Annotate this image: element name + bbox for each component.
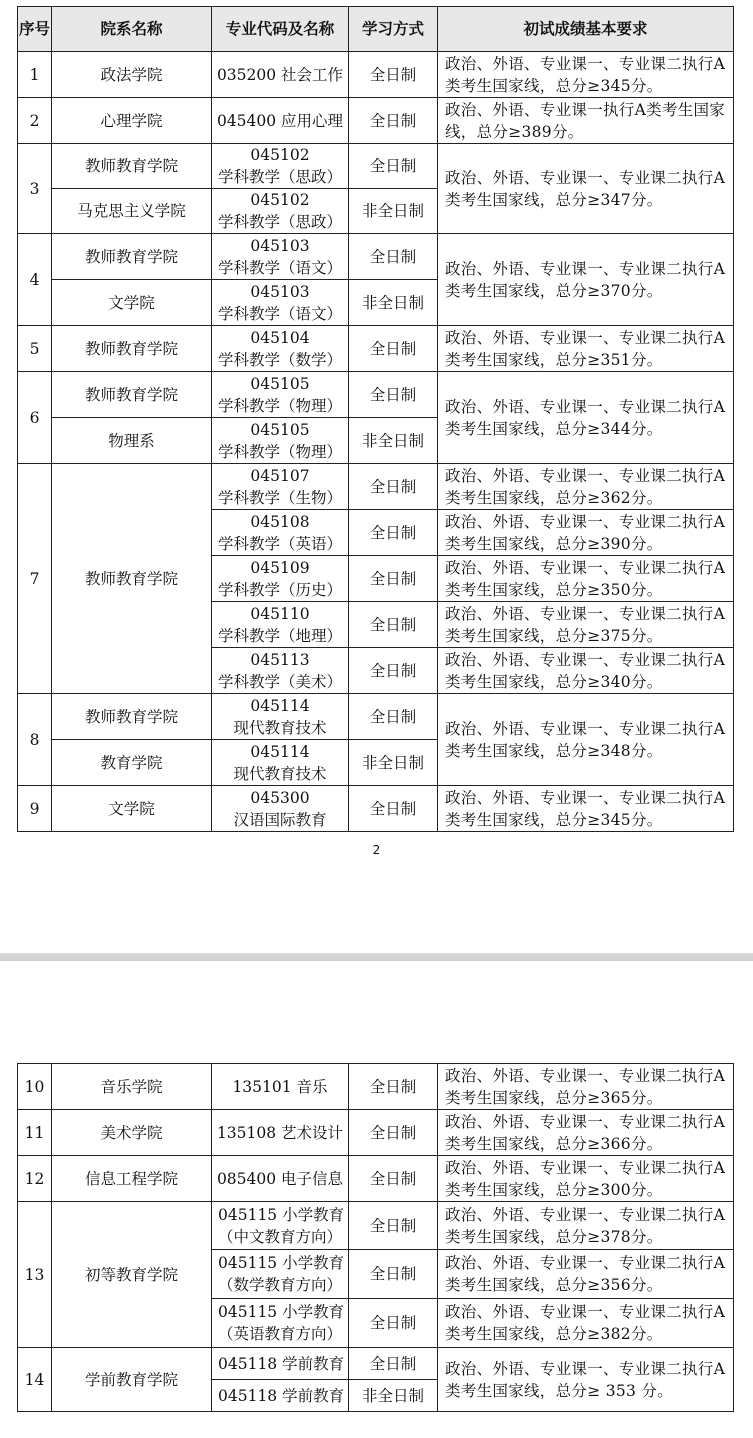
cell-mode: 全日制 [349, 144, 438, 189]
cell-requirement: 政治、外语、专业课一、专业课二执行A类考生国家线，总分≥300分。 [438, 1156, 734, 1202]
cell-requirement: 政治、外语、专业课一、专业课二执行A类考生国家线，总分≥347分。 [438, 144, 734, 234]
cell-college: 教师教育学院 [52, 372, 212, 418]
admission-table-page-1 [17, 6, 734, 832]
cell-college: 政法学院 [52, 52, 212, 98]
cell-college: 教师教育学院 [52, 694, 212, 740]
table-row [18, 98, 734, 144]
cell-major: 045400 应用心理 [212, 98, 349, 144]
cell-major [212, 602, 349, 648]
cell-college: 物理系 [52, 418, 212, 464]
cell-major: 085400 电子信息 [212, 1156, 349, 1202]
cell-college: 教师教育学院 [52, 464, 212, 694]
header-college: 院系名称 [52, 7, 212, 52]
cell-mode: 全日制 [349, 648, 438, 694]
cell-mode: 全日制 [349, 372, 438, 418]
cell-mode: 全日制 [349, 602, 438, 648]
cell-major [212, 464, 349, 510]
cell-college: 美术学院 [52, 1110, 212, 1156]
cell-mode: 全日制 [349, 1250, 438, 1299]
table-row [18, 1156, 734, 1202]
cell-college: 教师教育学院 [52, 326, 212, 372]
cell-seq: 10 [18, 1064, 52, 1110]
cell-seq: 9 [18, 786, 52, 832]
cell-major: 135108 艺术设计 [212, 1110, 349, 1156]
major-name: 学科教学（思政） [217, 168, 342, 186]
cell-mode: 全日制 [349, 326, 438, 372]
cell-major [212, 1250, 349, 1299]
header-requirement: 初试成绩基本要求 [438, 7, 734, 52]
cell-requirement: 政治、外语、专业课一、专业课二执行A类考生国家线，总分≥370分。 [438, 234, 734, 326]
cell-mode: 非全日制 [349, 280, 438, 326]
cell-requirement: 政治、外语、专业课一、专业课二执行A类考生国家线，总分≥350分。 [438, 556, 734, 602]
cell-requirement: 政治、外语、专业课一、专业课二执行A类考生国家线，总分≥340分。 [438, 648, 734, 694]
cell-requirement: 政治、外语、专业课一、专业课二执行A类考生国家线，总分≥356分。 [438, 1250, 734, 1299]
table-row [18, 144, 734, 189]
cell-mode: 全日制 [349, 1156, 438, 1202]
table-row [18, 1110, 734, 1156]
cell-major [212, 556, 349, 602]
cell-mode: 全日制 [349, 694, 438, 740]
major-name: 学科教学（语文） [217, 304, 342, 323]
cell-seq: 7 [18, 464, 52, 694]
cell-seq: 4 [18, 234, 52, 326]
cell-major [212, 418, 349, 464]
cell-major [212, 280, 349, 326]
table-row [18, 1202, 734, 1250]
cell-college: 教师教育学院 [52, 234, 212, 280]
major-code: 045110 [250, 604, 310, 623]
cell-seq: 12 [18, 1156, 52, 1202]
major-code: 045114 [250, 742, 310, 761]
table-row [18, 694, 734, 740]
cell-major: 035200 社会工作 [212, 52, 349, 98]
cell-requirement: 政治、外语、专业课一、专业课二执行A类考生国家线，总分≥362分。 [438, 464, 734, 510]
cell-requirement: 政治、外语、专业课一、专业课二执行A类考生国家线，总分≥390分。 [438, 510, 734, 556]
cell-mode: 全日制 [349, 510, 438, 556]
table-row [18, 1348, 734, 1380]
table-row [18, 326, 734, 372]
cell-college: 信息工程学院 [52, 1156, 212, 1202]
cell-major: 135101 音乐 [212, 1064, 349, 1110]
cell-seq: 11 [18, 1110, 52, 1156]
cell-mode: 全日制 [349, 1348, 438, 1380]
cell-mode: 全日制 [349, 1202, 438, 1250]
cell-major [212, 694, 349, 740]
cell-seq: 2 [18, 98, 52, 144]
major-name: 学科教学（生物） [217, 488, 342, 507]
major-code: 045115 小学教育 [218, 1303, 345, 1321]
major-code: 045113 [250, 650, 310, 669]
cell-seq: 8 [18, 694, 52, 786]
cell-mode: 全日制 [349, 464, 438, 510]
header-seq: 序号 [18, 7, 52, 52]
cell-major [212, 1299, 349, 1348]
table-row [18, 234, 734, 280]
cell-requirement: 政治、外语、专业课一、专业课二执行A类考生国家线，总分≥366分。 [438, 1110, 734, 1156]
cell-major: 045118 学前教育 [212, 1348, 349, 1380]
cell-college: 心理学院 [52, 98, 212, 144]
cell-mode: 全日制 [349, 1110, 438, 1156]
cell-mode: 非全日制 [349, 189, 438, 234]
major-name: 学科教学（物理） [217, 442, 342, 461]
major-name: 学科教学（数学） [217, 350, 342, 369]
cell-major [212, 372, 349, 418]
cell-college: 学前教育学院 [52, 1348, 212, 1412]
major-name: 学科教学（思政） [217, 213, 342, 231]
cell-college: 文学院 [52, 280, 212, 326]
cell-requirement: 政治、外语、专业课一、专业课二执行A类考生国家线，总分≥382分。 [438, 1299, 734, 1348]
header-mode: 学习方式 [349, 7, 438, 52]
cell-requirement: 政治、外语、专业课一执行A类考生国家线，总分≥389分。 [438, 98, 734, 144]
cell-requirement: 政治、外语、专业课一、专业课二执行A类考生国家线，总分≥ 353 分。 [438, 1348, 734, 1412]
cell-requirement: 政治、外语、专业课一、专业课二执行A类考生国家线，总分≥375分。 [438, 602, 734, 648]
major-name: （数学教育方向） [218, 1276, 343, 1294]
major-code: 045115 小学教育 [218, 1205, 345, 1224]
cell-requirement: 政治、外语、专业课一、专业课二执行A类考生国家线，总分≥378分。 [438, 1202, 734, 1250]
major-code: 045107 [250, 466, 310, 485]
cell-major: 045118 学前教育 [212, 1380, 349, 1412]
major-name: 学科教学（美术） [217, 672, 342, 691]
cell-requirement: 政治、外语、专业课一、专业课二执行A类考生国家线，总分≥345分。 [438, 786, 734, 832]
cell-requirement: 政治、外语、专业课一、专业课二执行A类考生国家线，总分≥365分。 [438, 1064, 734, 1110]
cell-mode: 非全日制 [349, 740, 438, 786]
major-name: 学科教学（英语） [217, 534, 342, 553]
cell-seq: 1 [18, 52, 52, 98]
cell-major [212, 786, 349, 832]
cell-mode: 全日制 [349, 1064, 438, 1110]
major-code: 045114 [250, 696, 310, 715]
major-name: 学科教学（语文） [217, 258, 342, 277]
header-major: 专业代码及名称 [212, 7, 349, 52]
cell-requirement: 政治、外语、专业课一、专业课二执行A类考生国家线，总分≥348分。 [438, 694, 734, 786]
major-name: 学科教学（历史） [217, 580, 342, 599]
cell-requirement: 政治、外语、专业课一、专业课二执行A类考生国家线，总分≥351分。 [438, 326, 734, 372]
major-name: 学科教学（地理） [217, 626, 342, 645]
major-name: （中文教育方向） [218, 1227, 343, 1246]
cell-seq: 3 [18, 144, 52, 234]
table-row [18, 786, 734, 832]
cell-college: 马克思主义学院 [52, 189, 212, 234]
cell-major [212, 740, 349, 786]
cell-seq: 5 [18, 326, 52, 372]
cell-major [212, 189, 349, 234]
cell-requirement: 政治、外语、专业课一、专业课二执行A类考生国家线，总分≥344分。 [438, 372, 734, 464]
cell-mode: 全日制 [349, 786, 438, 832]
cell-mode: 全日制 [349, 556, 438, 602]
table-header-row [18, 7, 734, 52]
major-code: 045103 [250, 282, 310, 301]
cell-requirement: 政治、外语、专业课一、专业课二执行A类考生国家线，总分≥345分。 [438, 52, 734, 98]
major-name: 汉语国际教育 [233, 810, 327, 829]
major-name: 学科教学（物理） [217, 396, 342, 415]
cell-mode: 全日制 [349, 98, 438, 144]
major-code: 045105 [250, 374, 310, 393]
cell-major [212, 326, 349, 372]
table-row [18, 1064, 734, 1110]
cell-college: 文学院 [52, 786, 212, 832]
cell-college: 初等教育学院 [52, 1202, 212, 1348]
major-code: 045102 [250, 191, 310, 209]
table-row [18, 464, 734, 510]
major-code: 045103 [250, 236, 310, 255]
major-code: 045105 [250, 420, 310, 439]
table-row [18, 372, 734, 418]
major-code: 045108 [250, 512, 310, 531]
cell-major [212, 1202, 349, 1250]
page-separator [0, 948, 753, 961]
table-row [18, 52, 734, 98]
page-number: 2 [372, 843, 381, 857]
admission-table-page-2 [17, 1063, 734, 1412]
cell-major [212, 144, 349, 189]
cell-college: 教育学院 [52, 740, 212, 786]
cell-mode: 非全日制 [349, 418, 438, 464]
major-code: 045102 [250, 146, 310, 164]
major-name: 现代教育技术 [233, 718, 327, 737]
cell-seq: 6 [18, 372, 52, 464]
major-code: 045300 [250, 788, 310, 807]
cell-major [212, 510, 349, 556]
cell-mode: 全日制 [349, 1299, 438, 1348]
major-name: 现代教育技术 [233, 764, 327, 783]
major-code: 045115 小学教育 [218, 1254, 345, 1272]
document-page-2 [0, 961, 753, 1438]
cell-mode: 全日制 [349, 234, 438, 280]
cell-college: 教师教育学院 [52, 144, 212, 189]
cell-college: 音乐学院 [52, 1064, 212, 1110]
cell-mode: 全日制 [349, 52, 438, 98]
cell-major [212, 234, 349, 280]
major-code: 045104 [250, 328, 310, 347]
cell-major [212, 648, 349, 694]
cell-mode: 非全日制 [349, 1380, 438, 1412]
cell-seq: 14 [18, 1348, 52, 1412]
cell-seq: 13 [18, 1202, 52, 1348]
major-code: 045109 [250, 558, 310, 577]
major-name: （英语教育方向） [218, 1325, 343, 1343]
